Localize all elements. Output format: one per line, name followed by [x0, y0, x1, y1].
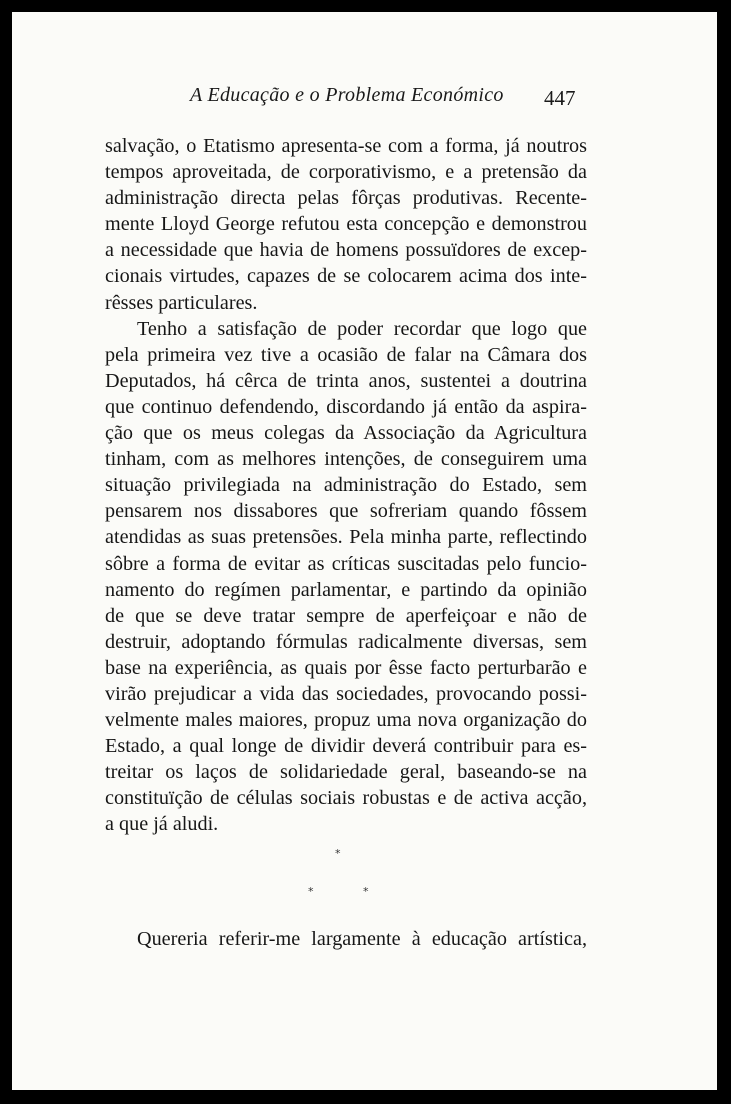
text-line: a necessidade que havia de homens possuïdores de excep-	[105, 239, 587, 262]
closing-line: Quereria referir-me largamente à educação artística,	[137, 928, 587, 950]
text-line: Deputados, há cêrca de trinta anos, sustentei a doutrina	[105, 369, 587, 392]
text-line: pensarem nos dissabores que sofreriam quando fôssem	[105, 500, 587, 523]
text-line: rêsses particulares.	[105, 291, 258, 314]
text-line: velmente males maiores, propuz uma nova organização do	[105, 709, 587, 732]
text-line: atendidas as suas pretensões. Pela minha parte, reflectindo	[105, 526, 587, 549]
text-line: situação privilegiada na administração do Estado, sem	[105, 474, 587, 497]
text-line: sôbre a forma de evitar as críticas suscitadas pelo funcio-	[105, 552, 587, 575]
text-line: namento do regímen parlamentar, e partindo da opinião	[105, 578, 587, 601]
body-text	[105, 133, 587, 838]
asterisk-right: *	[363, 885, 369, 898]
text-line: base na experiência, as quais por êsse facto perturbarão e	[105, 656, 587, 679]
asterisk-top: *	[335, 847, 341, 860]
text-line: Tenho a satisfação de poder recordar que logo que	[137, 317, 587, 340]
text-line: mente Lloyd George refutou esta concepção e demonstrou	[105, 213, 587, 236]
asterisk-left: *	[308, 885, 314, 898]
text-line: ção que os meus colegas da Associação da Agricultura	[105, 422, 587, 445]
text-line: constituïção de células sociais robustas e de activa acção,	[105, 787, 587, 810]
text-line: pela primeira vez tive a ocasião de falar na Câmara dos	[105, 343, 587, 366]
text-line: de que se deve tratar sempre de aperfeiçoar e não de	[105, 604, 587, 627]
text-line: a que já aludi.	[105, 813, 219, 836]
text-line: treitar os laços de solidariedade geral, baseando-se na	[105, 761, 587, 784]
book-page	[12, 12, 717, 1090]
text-line: virão prejudicar a vida das sociedades, provocando possi-	[105, 682, 587, 705]
page-number: 447	[544, 86, 576, 110]
text-line: tempos aproveitada, de corporativismo, e a pretensão da	[105, 161, 587, 184]
text-line: tinham, com as melhores intenções, de conseguirem uma	[105, 448, 587, 471]
text-line: cionais virtudes, capazes de se colocarem acima dos inte-	[105, 265, 587, 288]
text-line: Estado, a qual longe de dividir deverá contribuir para es-	[105, 735, 587, 758]
text-line: administração directa pelas fôrças produtivas. Recente-	[105, 187, 587, 210]
text-line: salvação, o Etatismo apresenta-se com a forma, já noutros	[105, 135, 587, 157]
text-line: que continuo defendendo, discordando já então da aspira-	[105, 395, 587, 418]
running-title: A Educação e o Problema Económico	[190, 84, 504, 106]
text-line: destruir, adoptando fórmulas radicalmente diversas, sem	[105, 630, 587, 653]
page-header	[12, 84, 717, 112]
